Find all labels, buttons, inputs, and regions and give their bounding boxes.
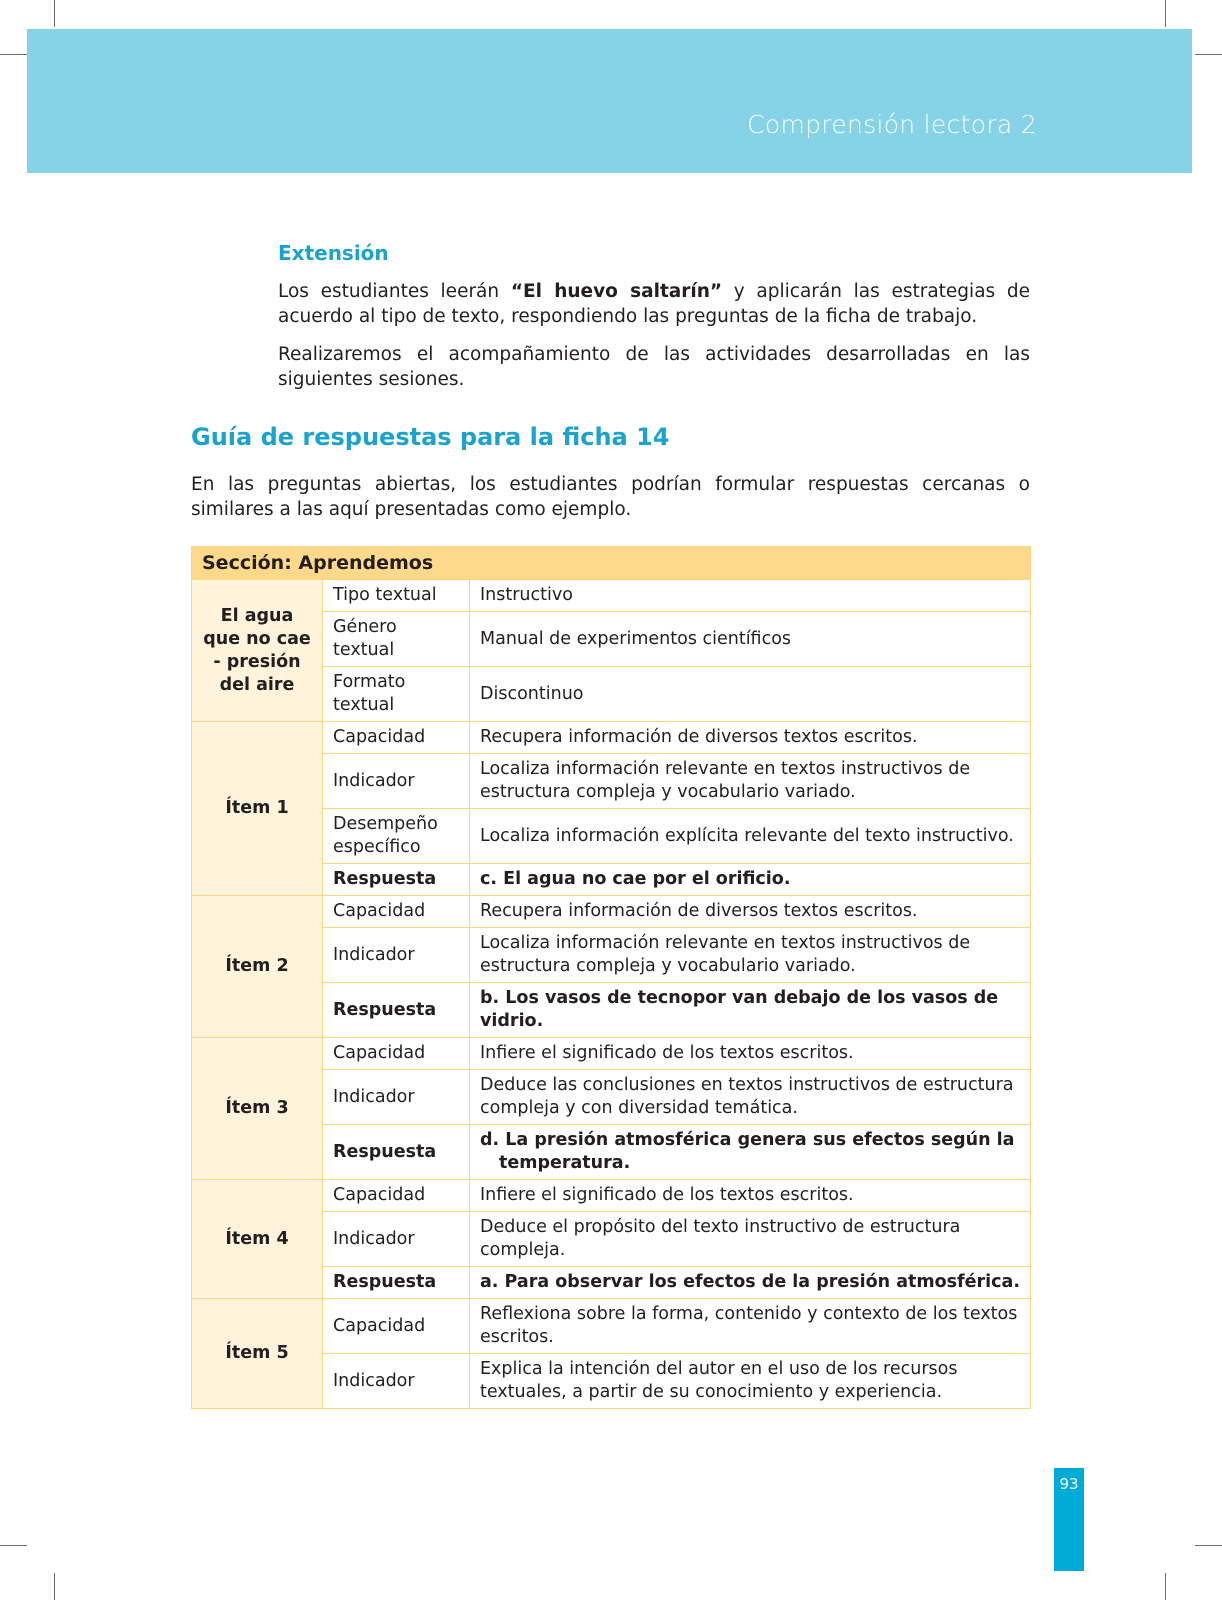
guide-intro: En las preguntas abiertas, los estudiantes podrían formular respuestas cercanas o similares a las aquí presentadas como ejemplo.: [191, 474, 1030, 520]
header-band: [27, 29, 1192, 173]
crop-mark: [1165, 1573, 1166, 1600]
page-number: 93: [1059, 1475, 1079, 1493]
answer-value: c. El agua no cae por el orificio.: [470, 864, 1031, 896]
answer-value: a. Para observar los efectos de la presión atmosférica.: [470, 1267, 1031, 1299]
story-title: “El huevo saltarín”: [510, 281, 723, 302]
crop-mark: [1195, 54, 1222, 55]
crop-mark: [54, 1573, 55, 1600]
section-header: Sección: Aprendemos: [192, 547, 1031, 580]
info-label: Formato textual: [323, 667, 470, 722]
row-value: Infiere el significado de los textos escritos.: [470, 1180, 1031, 1212]
extension-paragraph-2: Realizaremos el acompañamiento de las actividades desarrolladas en las siguientes sesiones.: [278, 344, 1030, 390]
info-value: Manual de experimentos científicos: [470, 612, 1031, 667]
row-value: Infiere el significado de los textos escritos.: [470, 1038, 1031, 1070]
row-value: Reflexiona sobre la forma, contenido y contexto de los textos escritos.: [470, 1299, 1031, 1354]
row-value: Recupera información de diversos textos escritos.: [470, 722, 1031, 754]
header-title: Comprensión lectora 2: [747, 110, 1037, 139]
crop-mark: [0, 54, 27, 55]
row-value: Deduce el propósito del texto instructivo de estructura compleja.: [470, 1212, 1031, 1267]
item-label: Ítem 4: [192, 1180, 323, 1299]
row-value: Explica la intención del autor en el uso de los recursos textuales, a partir de su conocimiento y experiencia.: [470, 1354, 1031, 1409]
row-label: Indicador: [323, 1354, 470, 1409]
row-value: Localiza información explícita relevante del texto instructivo.: [470, 809, 1031, 864]
row-value: Deduce las conclusiones en textos instructivos de estructura compleja y con diversidad temática.: [470, 1070, 1031, 1125]
crop-mark: [1195, 1545, 1222, 1546]
answer-value: b. Los vasos de tecnopor van debajo de los vasos de vidrio.: [470, 983, 1031, 1038]
answer-value: d. La presión atmosférica genera sus efectos según la temperatura.: [470, 1125, 1031, 1180]
text-name: El agua que no cae - presión del aire: [192, 580, 323, 722]
info-value: Instructivo: [470, 580, 1031, 612]
crop-mark: [54, 0, 55, 27]
guide-title: Guía de respuestas para la ficha 14: [191, 423, 670, 451]
row-label: Desempeño específico: [323, 809, 470, 864]
row-value: Localiza información relevante en textos instructivos de estructura compleja y vocabulario variado.: [470, 754, 1031, 809]
row-label: Indicador: [323, 928, 470, 983]
answer-label: Respuesta: [323, 1267, 470, 1299]
row-label: Indicador: [323, 754, 470, 809]
info-label: Tipo textual: [323, 580, 470, 612]
item-label: Ítem 3: [192, 1038, 323, 1180]
answer-table: [191, 546, 1031, 1409]
item-label: Ítem 1: [192, 722, 323, 896]
row-label: Capacidad: [323, 1038, 470, 1070]
item-label: Ítem 5: [192, 1299, 323, 1409]
row-value: Localiza información relevante en textos instructivos de estructura compleja y vocabulario variado.: [470, 928, 1031, 983]
answer-label: Respuesta: [323, 983, 470, 1038]
info-value: Discontinuo: [470, 667, 1031, 722]
row-label: Capacidad: [323, 896, 470, 928]
extension-paragraph-1: Los estudiantes leerán “El huevo saltarín” y aplicarán las estrategias de acuerdo al tipo de texto, respondiendo las preguntas de la ficha de trabajo.: [278, 281, 1030, 327]
item-label: Ítem 2: [192, 896, 323, 1038]
row-label: Capacidad: [323, 722, 470, 754]
row-label: Capacidad: [323, 1180, 470, 1212]
crop-mark: [0, 1545, 27, 1546]
row-label: Capacidad: [323, 1299, 470, 1354]
info-label: Género textual: [323, 612, 470, 667]
answer-label: Respuesta: [323, 864, 470, 896]
row-value: Recupera información de diversos textos escritos.: [470, 896, 1031, 928]
row-label: Indicador: [323, 1212, 470, 1267]
answer-label: Respuesta: [323, 1125, 470, 1180]
extension-title: Extensión: [278, 241, 389, 265]
row-label: Indicador: [323, 1070, 470, 1125]
crop-mark: [1165, 0, 1166, 27]
